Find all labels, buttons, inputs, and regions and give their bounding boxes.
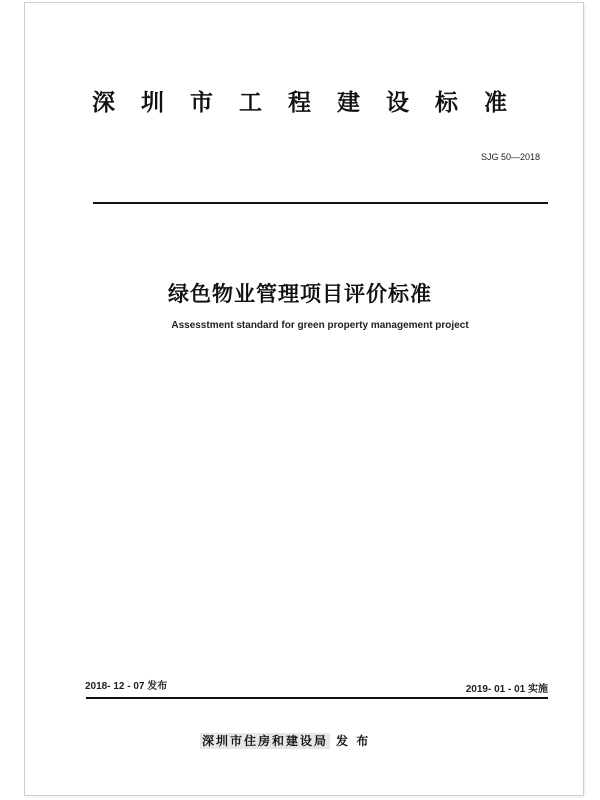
document-title-english: Assesstment standard for green property management project [171, 320, 469, 331]
standard-code: SJG 50—2018 [480, 152, 540, 162]
document-title: 绿色物业管理项目评价标准 [168, 282, 432, 306]
bottom-divider [86, 697, 548, 699]
implementation-date: 2019- 01 - 01 实施 [465, 684, 548, 695]
publisher-verb: 发 布 [336, 734, 371, 748]
publisher-organization: 深圳市住房和建设局 [202, 734, 329, 748]
top-divider [93, 202, 548, 204]
issue-date: 2018- 12 - 07 发布 [85, 681, 168, 692]
series-title: 深圳市工程建设标准 [92, 90, 533, 116]
publisher-line [200, 732, 370, 749]
